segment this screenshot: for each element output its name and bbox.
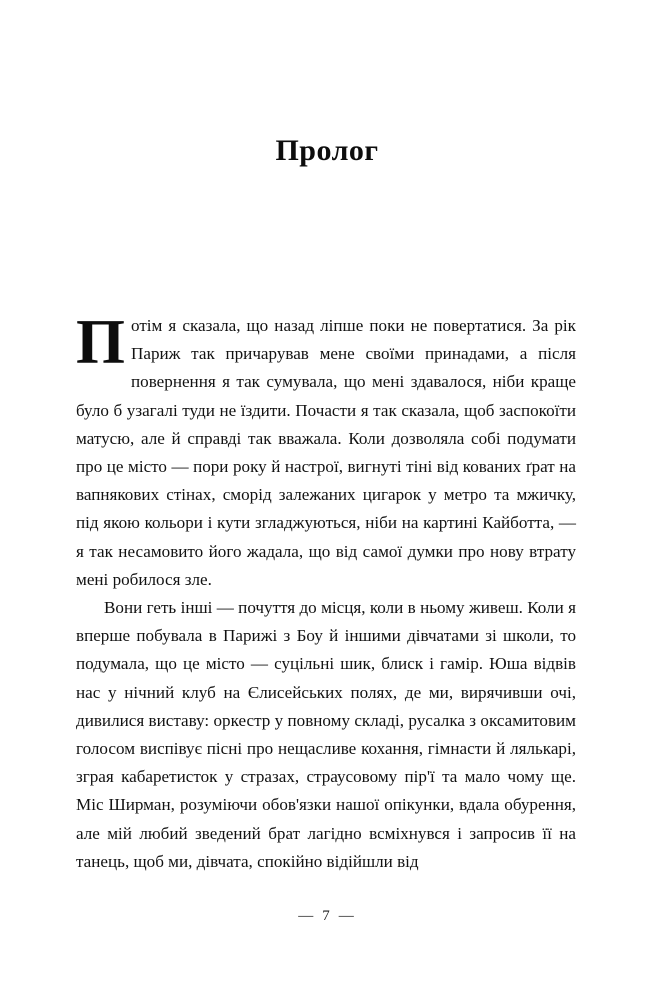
chapter-title: Пролог bbox=[275, 134, 379, 167]
page-folio bbox=[0, 908, 654, 925]
paragraph-2: Вони геть інші — почуття до місця, коли в ньому живеш. Коли я вперше побувала в Парижі з Боу й іншими дівчатами зі школи, то подумала, що це місто — суцільні шик, блиск і гамір. Юша відвів нас у нічний клуб на Єлисейських полях, де ми, вирячивши очі, дивилися виставу: оркестр у повному складі, русалка з оксамитовим голосом виспівує пісні про нещасливе кохання, гімнасти й лялькарі, зграя кабаретисток у стразах, страусовому пір'ї та мало чому ще. Міс Ширман, розуміючи обов'язки нашої опікунки, вдала обурення, але мій любий зведений брат лагідно всміхнувся і запросив її на танець, щоб ми, дівчата, спокійно відійшли від bbox=[76, 598, 576, 871]
folio-dash-right: — bbox=[338, 908, 356, 924]
drop-cap: П bbox=[76, 307, 126, 377]
paragraph-1-text: отім я сказала, що назад ліпше поки не повертатися. За рік Париж так причарував мене своїми принадами, а після повернення я так сумувала, що мені здавалося, ніби краще було б узагалі туди не їздити. Почасти я так сказала, щоб заспокоїти матусю, але й справді так вважала. Коли дозволяла собі подумати про це місто — пори року й настрої, вигнуті тіні від кованих ґрат на вапнякових стінах, сморід залежаних цигарок у метро та мжичку, під якою кольори і кути згладжуються, ніби на картині Кайботта, — я так несамовито його жадала, що від самої думки про нову втрату мені робилося зле. bbox=[76, 316, 576, 589]
page-number: 7 bbox=[322, 908, 332, 924]
folio-dash-left: — bbox=[298, 908, 316, 924]
paragraph-1 bbox=[76, 307, 576, 594]
body-text bbox=[76, 307, 576, 876]
